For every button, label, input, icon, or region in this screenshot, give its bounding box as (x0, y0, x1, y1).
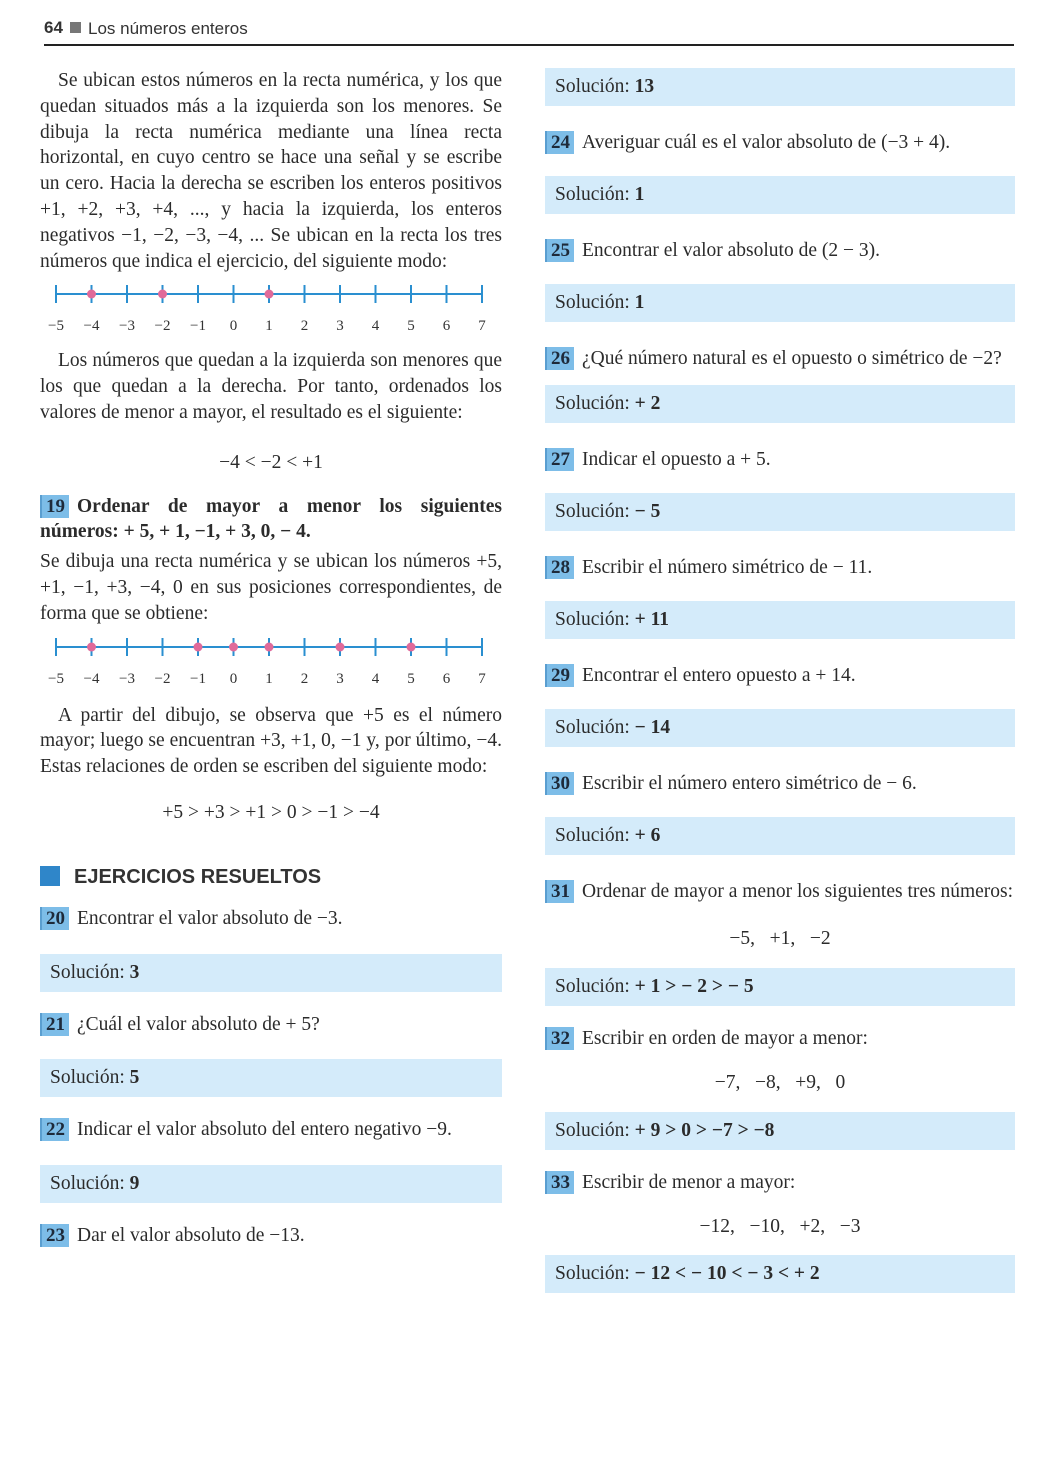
exercise-number-badge: 21 (40, 1013, 69, 1036)
formula-2: +5 > +3 > +1 > 0 > −1 > −4 (162, 801, 380, 823)
number-line-label: −2 (154, 318, 171, 335)
solution-box: Solución: 3 (40, 954, 502, 992)
exercise-number-badge: 20 (40, 907, 69, 930)
right-column (545, 68, 1015, 1293)
solution-value: 1 (634, 291, 645, 313)
number-line-point (407, 642, 416, 651)
number-line-label: 5 (407, 670, 415, 687)
exercise-number-badge: 33 (545, 1171, 574, 1194)
left-column (40, 68, 502, 1249)
solution-box: Solución: 5 (40, 1059, 502, 1097)
number-line-label: 2 (300, 670, 309, 687)
exercise-number-badge: 30 (545, 772, 574, 795)
exercise-text: Escribir en orden de mayor a menor: (582, 1028, 868, 1050)
number-line-label: 6 (442, 670, 451, 687)
exercise-28 (545, 555, 1015, 639)
solution-value: − 14 (634, 716, 671, 738)
solution-box: Solución: 1 (545, 176, 1015, 214)
solution-box: Solución: + 11 (545, 601, 1015, 639)
exercise-number-badge: 26 (545, 347, 574, 370)
paragraph-2: Los números que quedan a la izquierda son menores que los que quedan a la derecha. Por tanto, ordenados los valores de menor a mayor, el resultado es el siguiente: (40, 350, 502, 423)
exercise-22 (40, 1117, 502, 1203)
number-line-point (336, 642, 345, 651)
exercise-number-badge: 23 (40, 1224, 69, 1247)
solution-box: Solución: − 5 (545, 493, 1015, 531)
exercise-33 (545, 1170, 1015, 1294)
solution-value: + 6 (634, 824, 661, 846)
solution-box: Solución: − 12 < − 10 < − 3 < + 2 (545, 1255, 1015, 1293)
exercise-text: Encontrar el valor absoluto de (2 − 3). (582, 239, 880, 261)
number-line-point (158, 290, 167, 299)
number-line-point (87, 642, 96, 651)
page-header (44, 14, 1014, 48)
exercise-values: −12, −10, +2, −3 (699, 1215, 861, 1237)
number-line-label: 0 (229, 318, 238, 335)
number-line-point (194, 642, 203, 651)
number-line-1 (46, 280, 496, 336)
exercise-number-badge: 25 (545, 239, 574, 262)
chapter-title: Los números enteros (88, 19, 248, 38)
solution-value: 3 (129, 961, 140, 983)
number-line-label: 3 (336, 670, 344, 687)
exercise-text: Indicar el valor absoluto del entero negativo −9. (77, 1119, 452, 1141)
exercise-text: Averiguar cuál es el valor absoluto de (−3 + 4). (582, 132, 951, 153)
solution-value: 5 (129, 1067, 140, 1089)
exercise-19 (40, 494, 502, 546)
exercise-32 (545, 1026, 1015, 1150)
number-line-label: 1 (265, 670, 273, 687)
solution-value: − 5 (634, 501, 661, 523)
section-square-icon (40, 866, 60, 886)
solution-value: + 11 (634, 608, 670, 630)
section-title: EJERCICIOS RESUELTOS (74, 865, 322, 888)
section-heading (40, 866, 502, 896)
number-line-label: 0 (229, 670, 238, 687)
number-line-label: −2 (154, 670, 171, 687)
exercise-27 (545, 447, 1015, 531)
exercise-29 (545, 663, 1015, 747)
number-line-point (265, 290, 274, 299)
paragraph-3: Se dibuja una recta numérica y se ubican los números +5, +1, −1, +3, −4, 0 en sus posiciones correspondientes, de forma que se obtiene: (40, 551, 502, 624)
number-line-label: 7 (478, 318, 486, 335)
exercise-26 (545, 346, 1015, 424)
solution-value: + 2 (634, 393, 661, 415)
exercise-text: Ordenar de mayor a menor los siguientes tres números: (582, 880, 1014, 902)
exercise-number-badge: 32 (545, 1027, 574, 1050)
exercise-number-badge: 24 (545, 131, 574, 154)
intro-paragraph: Se ubican estos números en la recta numérica, y los que quedan situados más a la izquierda son los menores. Se dibuja la recta numérica mediante una línea recta horizontal, en cuyo centro se hace una señal y se escribe un cero. Hacia la derecha se escriben los enteros positivos +1, +2, +3, +4, ..., y hacia la izquierda, los enteros negativos −1, −2, −3, −4, ... Se ubican en la recta los tres números que indica el ejercicio, del siguiente modo: (40, 70, 502, 272)
number-line-point (265, 642, 274, 651)
solution-box: Solución: 9 (40, 1165, 502, 1203)
exercise-text: Indicar el opuesto a + 5. (582, 449, 771, 471)
number-line-label: −5 (48, 318, 64, 335)
exercise-number-badge: 22 (40, 1118, 69, 1141)
solution-value: 13 (634, 76, 655, 97)
exercise-text: Escribir de menor a mayor: (582, 1171, 796, 1193)
number-line-label: 4 (371, 670, 380, 687)
solution-value: − 12 < − 10 < − 3 < + 2 (634, 1263, 820, 1285)
exercise-text: ¿Qué número natural es el opuesto o simétrico de −2? (582, 347, 1002, 369)
exercise-20 (40, 906, 502, 992)
solution-box: Solución: − 14 (545, 709, 1015, 747)
number-line-label: −4 (83, 318, 100, 335)
number-line-point (87, 290, 96, 299)
number-line-point (229, 642, 238, 651)
number-line-label: 7 (478, 670, 486, 687)
solution-box: Solución: + 2 (545, 385, 1015, 423)
number-line-label: 4 (371, 318, 380, 335)
solution-box: Solución: 1 (545, 284, 1015, 322)
header-square-icon (70, 22, 81, 33)
page-number: 64 (44, 18, 63, 37)
solution-value: + 1 > − 2 > − 5 (634, 976, 754, 998)
solution-box-23: Solución: 13 (545, 68, 1015, 106)
exercise-31 (545, 879, 1015, 1007)
exercise-24 (545, 130, 1015, 214)
exercise-values: −5, +1, −2 (729, 928, 831, 950)
number-line-label: 2 (300, 318, 309, 335)
number-line-label: −5 (48, 670, 64, 687)
number-line-label: 5 (407, 318, 415, 335)
exercise-30 (545, 771, 1015, 855)
exercise-values: −7, −8, +9, 0 (714, 1071, 846, 1093)
exercise-text: Encontrar el valor absoluto de −3. (77, 907, 343, 929)
exercise-number-badge: 19 (40, 495, 69, 518)
solution-box: Solución: + 1 > − 2 > − 5 (545, 968, 1015, 1006)
exercise-text: ¿Cuál el valor absoluto de + 5? (77, 1013, 320, 1035)
solution-value: 1 (634, 183, 645, 205)
number-line-label: −4 (83, 670, 100, 687)
exercise-text: Encontrar el entero opuesto a + 14. (582, 664, 856, 686)
exercise-19-text: Ordenar de mayor a menor los siguientes números: + 5, + 1, −1, + 3, 0, − 4. (40, 495, 502, 543)
exercise-23 (40, 1223, 502, 1249)
exercise-number-badge: 31 (545, 880, 574, 903)
exercise-number-badge: 29 (545, 664, 574, 687)
solution-box: Solución: + 9 > 0 > −7 > −8 (545, 1112, 1015, 1150)
number-line-label: −1 (190, 670, 206, 687)
exercise-text: Dar el valor absoluto de −13. (77, 1225, 305, 1247)
number-line-label: 6 (442, 318, 451, 335)
number-line-label: −3 (119, 670, 135, 687)
solution-value: 9 (129, 1173, 140, 1195)
number-line-label: 1 (265, 318, 273, 335)
solution-value: + 9 > 0 > −7 > −8 (634, 1119, 775, 1141)
exercise-21 (40, 1012, 502, 1098)
number-line-label: −3 (119, 318, 135, 335)
exercise-text: Escribir el número simétrico de − 11. (582, 557, 873, 579)
exercise-number-badge: 28 (545, 556, 574, 579)
formula-1: −4 < −2 < +1 (219, 451, 323, 473)
paragraph-4: A partir del dibujo, se observa que +5 es el número mayor; luego se encuentran +3, +1, 0, −1 y, por último, −4. Estas relaciones de orden se escriben del siguiente modo: (40, 704, 502, 778)
exercise-text: Escribir el número entero simétrico de − 6. (582, 772, 917, 794)
solution-box: Solución: + 6 (545, 817, 1015, 855)
exercise-number-badge: 27 (545, 448, 574, 471)
header-rule (44, 44, 1014, 46)
number-line-label: 3 (336, 318, 344, 335)
number-line-label: −1 (190, 318, 206, 335)
number-line-2 (46, 633, 496, 689)
exercise-25 (545, 238, 1015, 322)
